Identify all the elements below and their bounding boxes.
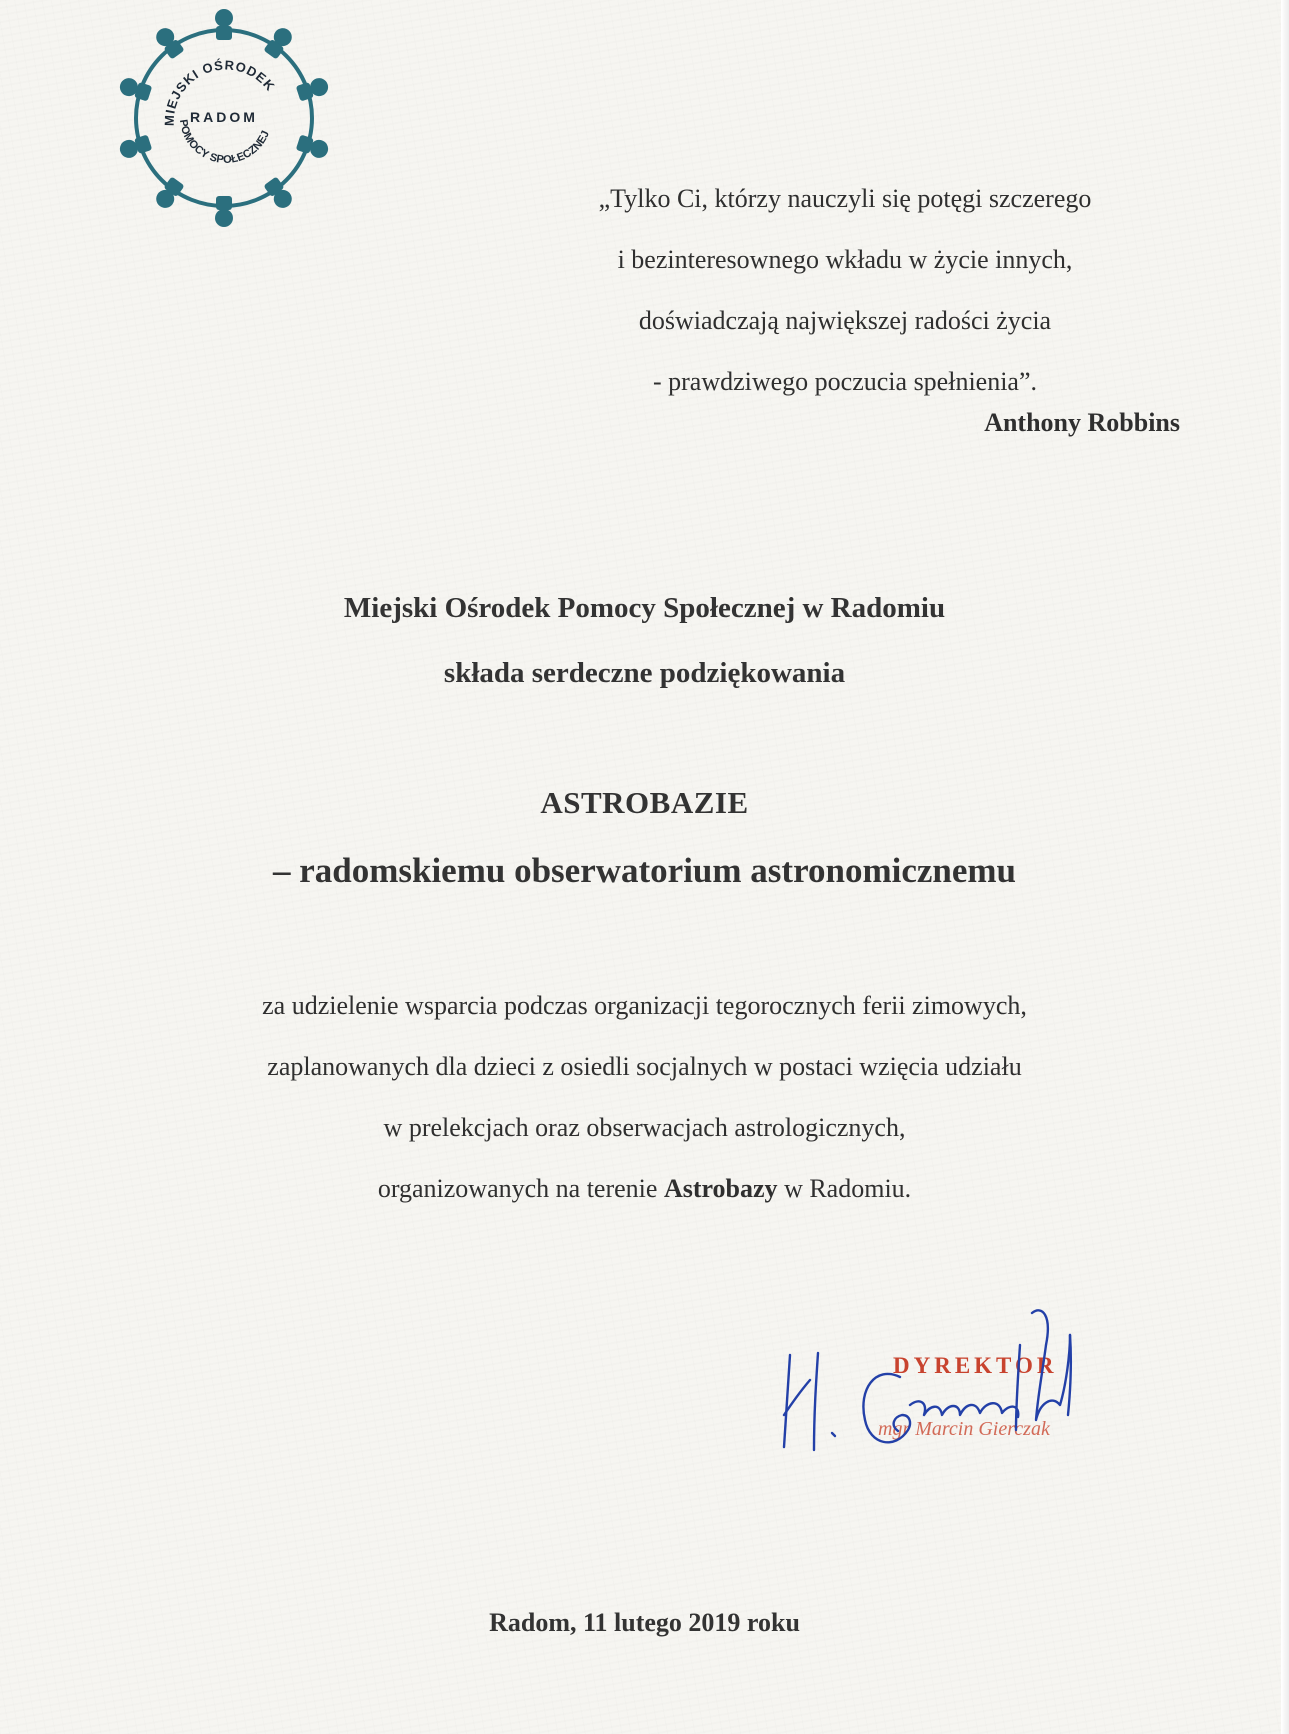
quote-line: „Tylko Ci, którzy nauczyli się potęgi szczerego xyxy=(598,184,1092,213)
quote-line: doświadczają największej radości życia xyxy=(638,306,1052,335)
director-stamp-title: DYREKTOR xyxy=(893,1353,1058,1378)
body-line4-end: w Radomiu. xyxy=(777,1174,912,1203)
handwritten-signature xyxy=(770,1285,1190,1485)
recipient-description: – radomskiemu obserwatorium astronomicznemu xyxy=(272,851,1017,890)
recipient-name: ASTROBAZIE xyxy=(540,785,749,820)
certificate-body xyxy=(0,975,1289,1219)
logo-top-arc-text: MIEJSKI OŚRODEK xyxy=(161,57,279,127)
issuing-organization: Miejski Ośrodek Pomocy Społecznej w Radomiu xyxy=(343,592,946,624)
motto-quote xyxy=(520,168,1170,412)
quote-line: - prawdziwego poczucia spełnienia”. xyxy=(652,367,1038,396)
astrobaza-name: Astrobazy xyxy=(663,1174,778,1203)
body-line: w prelekcjach oraz obserwacjach astrologicznych, xyxy=(383,1113,906,1142)
quote-author: Anthony Robbins xyxy=(984,408,1180,437)
body-line-final xyxy=(0,1158,1289,1219)
svg-text:POMOCY SPOŁECZNEJ xyxy=(177,119,272,166)
issue-date: Radom, 11 lutego 2019 roku xyxy=(489,1608,800,1637)
logo-city-text: RADOM xyxy=(190,109,258,125)
quote-line: i bezinteresownego wkładu w życie innych, xyxy=(617,245,1073,274)
body-line: za udzielenie wsparcia podczas organizacji tegorocznych ferii zimowych, xyxy=(262,991,1027,1020)
director-stamp-name: mgr Marcin Gierczak xyxy=(878,1418,1050,1440)
mops-radom-logo xyxy=(100,8,348,240)
body-line4-start: organizowanych na terenie xyxy=(377,1174,664,1203)
logo-bottom-arc-text: POMOCY SPOŁECZNEJ xyxy=(176,118,272,167)
body-line: zaplanowanych dla dzieci z osiedli socjalnych w postaci wzięcia udziału xyxy=(267,1052,1022,1081)
thanks-heading: składa serdeczne podziękowania xyxy=(443,657,846,689)
